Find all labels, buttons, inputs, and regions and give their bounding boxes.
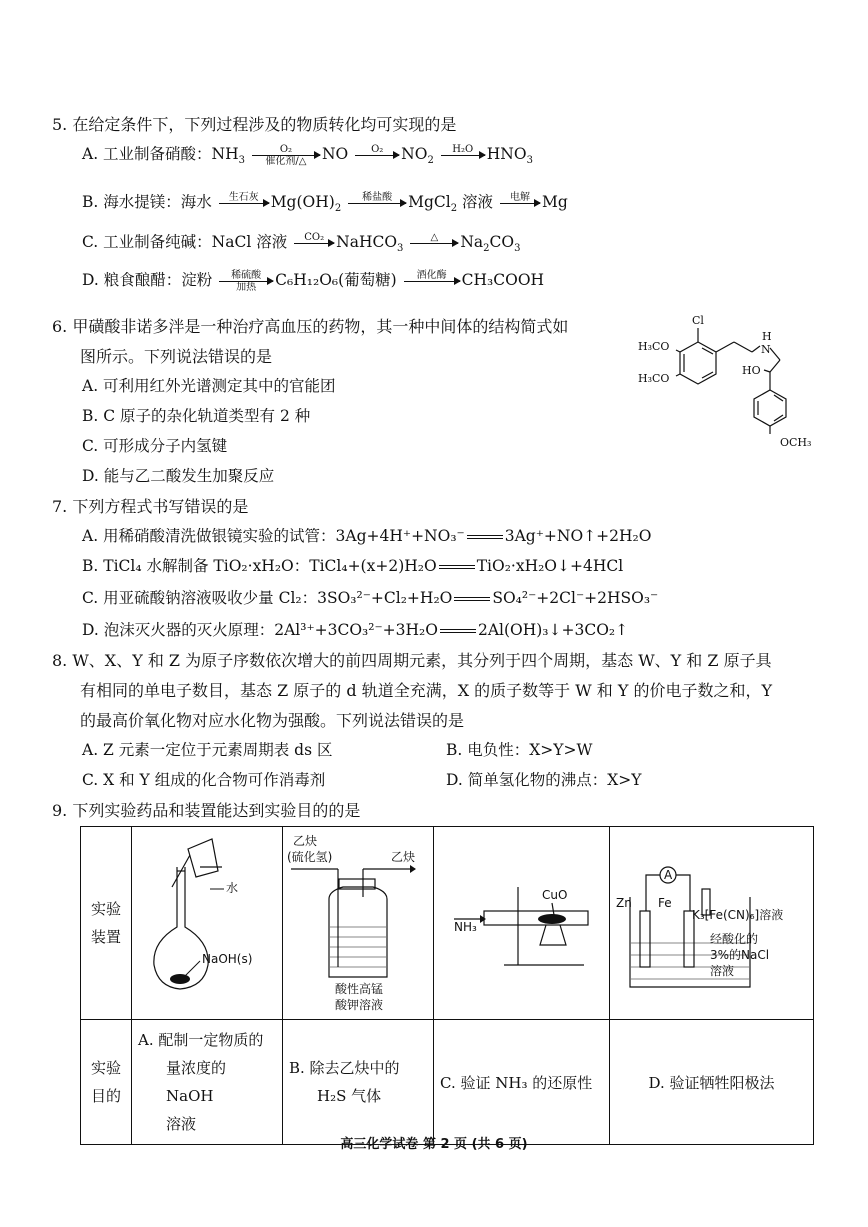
svg-text:Cl: Cl (692, 314, 704, 327)
q6-option-b: B. C 原子的杂化轨道类型有 2 种 (82, 407, 311, 425)
q5-option-c: C. 工业制备纯碱：NaCl 溶液 CO₂ NaHCO$_3$ △ $Na_2CO_3$ (82, 231, 521, 255)
svg-text:酸性高锰: 酸性高锰 (335, 982, 384, 996)
svg-text:H₃CO: H₃CO (638, 372, 670, 385)
q8-stem-line2: 有相同的单电子数目，基态 Z 原子的 d 轨道全充满，X 的质子数等于 W 和 Y 的价电子数之和，Y (80, 681, 773, 700)
page-footer: 高三化学试卷 第 2 页 (共 6 页) (340, 1137, 528, 1152)
svg-text:OCH₃: OCH₃ (780, 436, 812, 449)
svg-text:HO: HO (742, 364, 761, 377)
row-head-apparatus: 实验 装置 (81, 827, 132, 1020)
q9-experiment-table (80, 826, 814, 1145)
q6-option-a: A. 可利用红外光谱测定其中的官能团 (82, 377, 336, 395)
q7-stem: 7. 下列方程式书写错误的是 (52, 497, 249, 516)
svg-text:3%的NaCl: 3%的NaCl (710, 948, 770, 962)
purpose-c: C. 验证 NH₃ 的还原性 (434, 1020, 610, 1145)
gas-washing-bottle-diagram (283, 827, 433, 1015)
q7-option-d: D. 泡沫灭火器的灭火原理：2Al³⁺+3CO₃²⁻+3H₂O 2Al(OH)₃↓+3CO₂↑ (82, 621, 629, 639)
purpose-b: B. 除去乙炔中的 H₂S 气体 (283, 1020, 434, 1145)
svg-text:K₃[Fe(CN)₆]溶液: K₃[Fe(CN)₆]溶液 (692, 908, 784, 922)
svg-text:乙炔: 乙炔 (391, 850, 416, 864)
q7-option-c: C. 用亚硫酸钠溶液吸收少量 Cl₂：3SO₃²⁻+Cl₂+H₂O SO₄²⁻+2Cl⁻+2HSO₃⁻ (82, 589, 659, 607)
q8-option-d: D. 简单氢化物的沸点：X>Y (446, 771, 642, 789)
svg-text:N: N (761, 343, 771, 356)
svg-text:水: 水 (226, 881, 239, 895)
tube-furnace-diagram (434, 827, 609, 1015)
svg-text:NH₃: NH₃ (454, 920, 477, 934)
electrochemical-cell-diagram (610, 827, 810, 1015)
svg-text:经酸化的: 经酸化的 (710, 932, 759, 946)
svg-text:Zn: Zn (616, 896, 632, 910)
q5-stem: 5. 在给定条件下，下列过程涉及的物质转化均可实现的是 (52, 115, 457, 134)
svg-text:酸钾溶液: 酸钾溶液 (335, 998, 384, 1012)
apparatus-b (283, 827, 434, 1020)
q7-option-a: A. 用稀硝酸清洗做银镜实验的试管：3Ag+4H⁺+NO₃⁻ 3Ag⁺+NO↑+2H₂O (82, 527, 652, 545)
svg-text:Fe: Fe (658, 896, 672, 910)
q9-stem: 9. 下列实验药品和装置能达到实验目的的是 (52, 801, 361, 820)
purpose-d: D. 验证牺牲阳极法 (610, 1020, 814, 1145)
apparatus-a (132, 827, 283, 1020)
volumetric-flask-diagram (132, 827, 282, 1015)
q6-option-c: C. 可形成分子内氢键 (82, 437, 228, 455)
svg-text:(硫化氢): (硫化氢) (287, 850, 333, 864)
q7-option-b: B. TiCl₄ 水解制备 TiO₂·xH₂O：TiCl₄+(x+2)H₂O TiO₂·xH₂O↓+4HCl (82, 557, 624, 575)
purpose-a: A. 配制一定物质的 量浓度的 NaOH 溶液 (132, 1020, 283, 1145)
apparatus-c (434, 827, 610, 1020)
apparatus-d (610, 827, 814, 1020)
svg-text:H: H (762, 330, 772, 343)
svg-text:NaOH(s): NaOH(s) (202, 952, 253, 966)
q5-option-b: B. 海水提镁：海水 生石灰 $Mg(OH)_2$ 稀盐酸 MgCl$_2$ 溶液 电解 Mg (82, 191, 568, 215)
q6-option-d: D. 能与乙二酸发生加聚反应 (82, 467, 275, 485)
q8-stem-line1: 8. W、X、Y 和 Z 为原子序数依次增大的前四周期元素，其分列于四个周期，基态 W、Y 和 Z 原子具 (52, 651, 772, 670)
svg-text:乙炔: 乙炔 (293, 834, 318, 848)
svg-text:H₃CO: H₃CO (638, 340, 670, 353)
q8-stem-line3: 的最高价氧化物对应水化物为强酸。下列说法错误的是 (80, 711, 465, 730)
svg-text:CuO: CuO (542, 888, 568, 902)
q6-stem-line2: 图所示。下列说法错误的是 (80, 347, 273, 366)
q5-option-a: A. 工业制备硝酸：$NH_3$ O₂ 催化剂/△ NO O₂ $NO_2$ H₂O $HNO_3$ (82, 143, 533, 167)
q6-molecule-structure (630, 310, 830, 460)
q5-option-d: D. 粮食酿醋：淀粉 稀硫酸 加热 C₆H₁₂O₆(葡萄糖) 酒化酶 CH₃COOH (82, 269, 545, 293)
q8-option-a: A. Z 元素一定位于元素周期表 ds 区 (82, 741, 333, 759)
svg-text:A: A (664, 868, 673, 882)
svg-text:溶液: 溶液 (710, 964, 735, 978)
row-head-purpose: 实验 目的 (81, 1020, 132, 1145)
q8-option-b: B. 电负性：X>Y>W (446, 741, 593, 759)
q8-option-c: C. X 和 Y 组成的化合物可作消毒剂 (82, 771, 326, 789)
q6-stem-line1: 6. 甲磺酸非诺多泮是一种治疗高血压的药物，其一种中间体的结构简式如 (52, 317, 569, 336)
